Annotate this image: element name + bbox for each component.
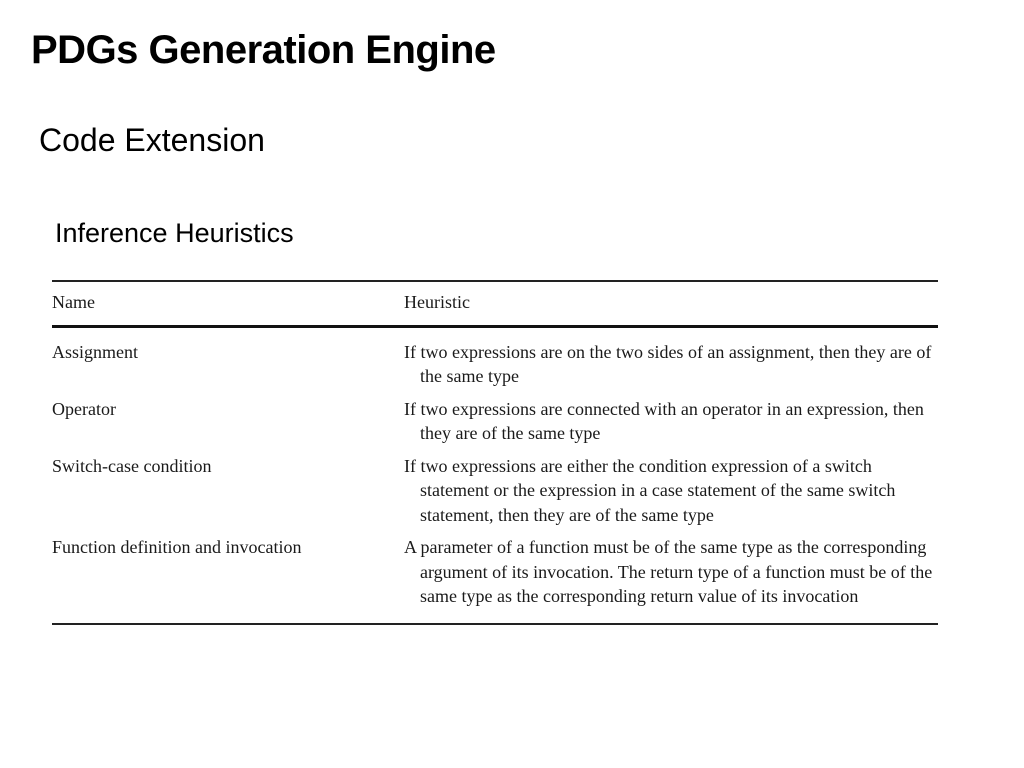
row-heuristic: If two expressions are on the two sides of an assignment, then they are of the same type — [404, 341, 932, 386]
slide-title: PDGs Generation Engine — [31, 28, 496, 72]
table-row — [52, 535, 938, 624]
table-row — [52, 397, 938, 454]
heuristics-table — [52, 280, 938, 625]
row-name: Function definition and invocation — [52, 537, 302, 557]
row-heuristic: If two expressions are either the condition expression of a switch statement or the expression in a case statement of the same switch statement, then they are of the same type — [404, 455, 896, 525]
section-heading: Inference Heuristics — [55, 218, 294, 248]
row-heuristic: If two expressions are connected with an operator in an expression, then they are of the same type — [404, 398, 924, 443]
table-row — [52, 454, 938, 536]
table-header-row — [52, 281, 938, 326]
table-body — [52, 326, 938, 624]
row-name: Operator — [52, 398, 116, 419]
row-name: Switch-case condition — [52, 455, 212, 476]
row-heuristic: A parameter of a function must be of the same type as the corresponding argument of its invocation. The return type of a function must be of the same type as the corresponding return value of its invocation — [404, 537, 933, 606]
table-row — [52, 326, 938, 397]
column-header-heuristic: Heuristic — [404, 292, 470, 312]
slide-subtitle: Code Extension — [39, 122, 265, 158]
table-header — [52, 281, 938, 326]
row-name: Assignment — [52, 341, 139, 362]
column-header-name: Name — [52, 292, 95, 312]
